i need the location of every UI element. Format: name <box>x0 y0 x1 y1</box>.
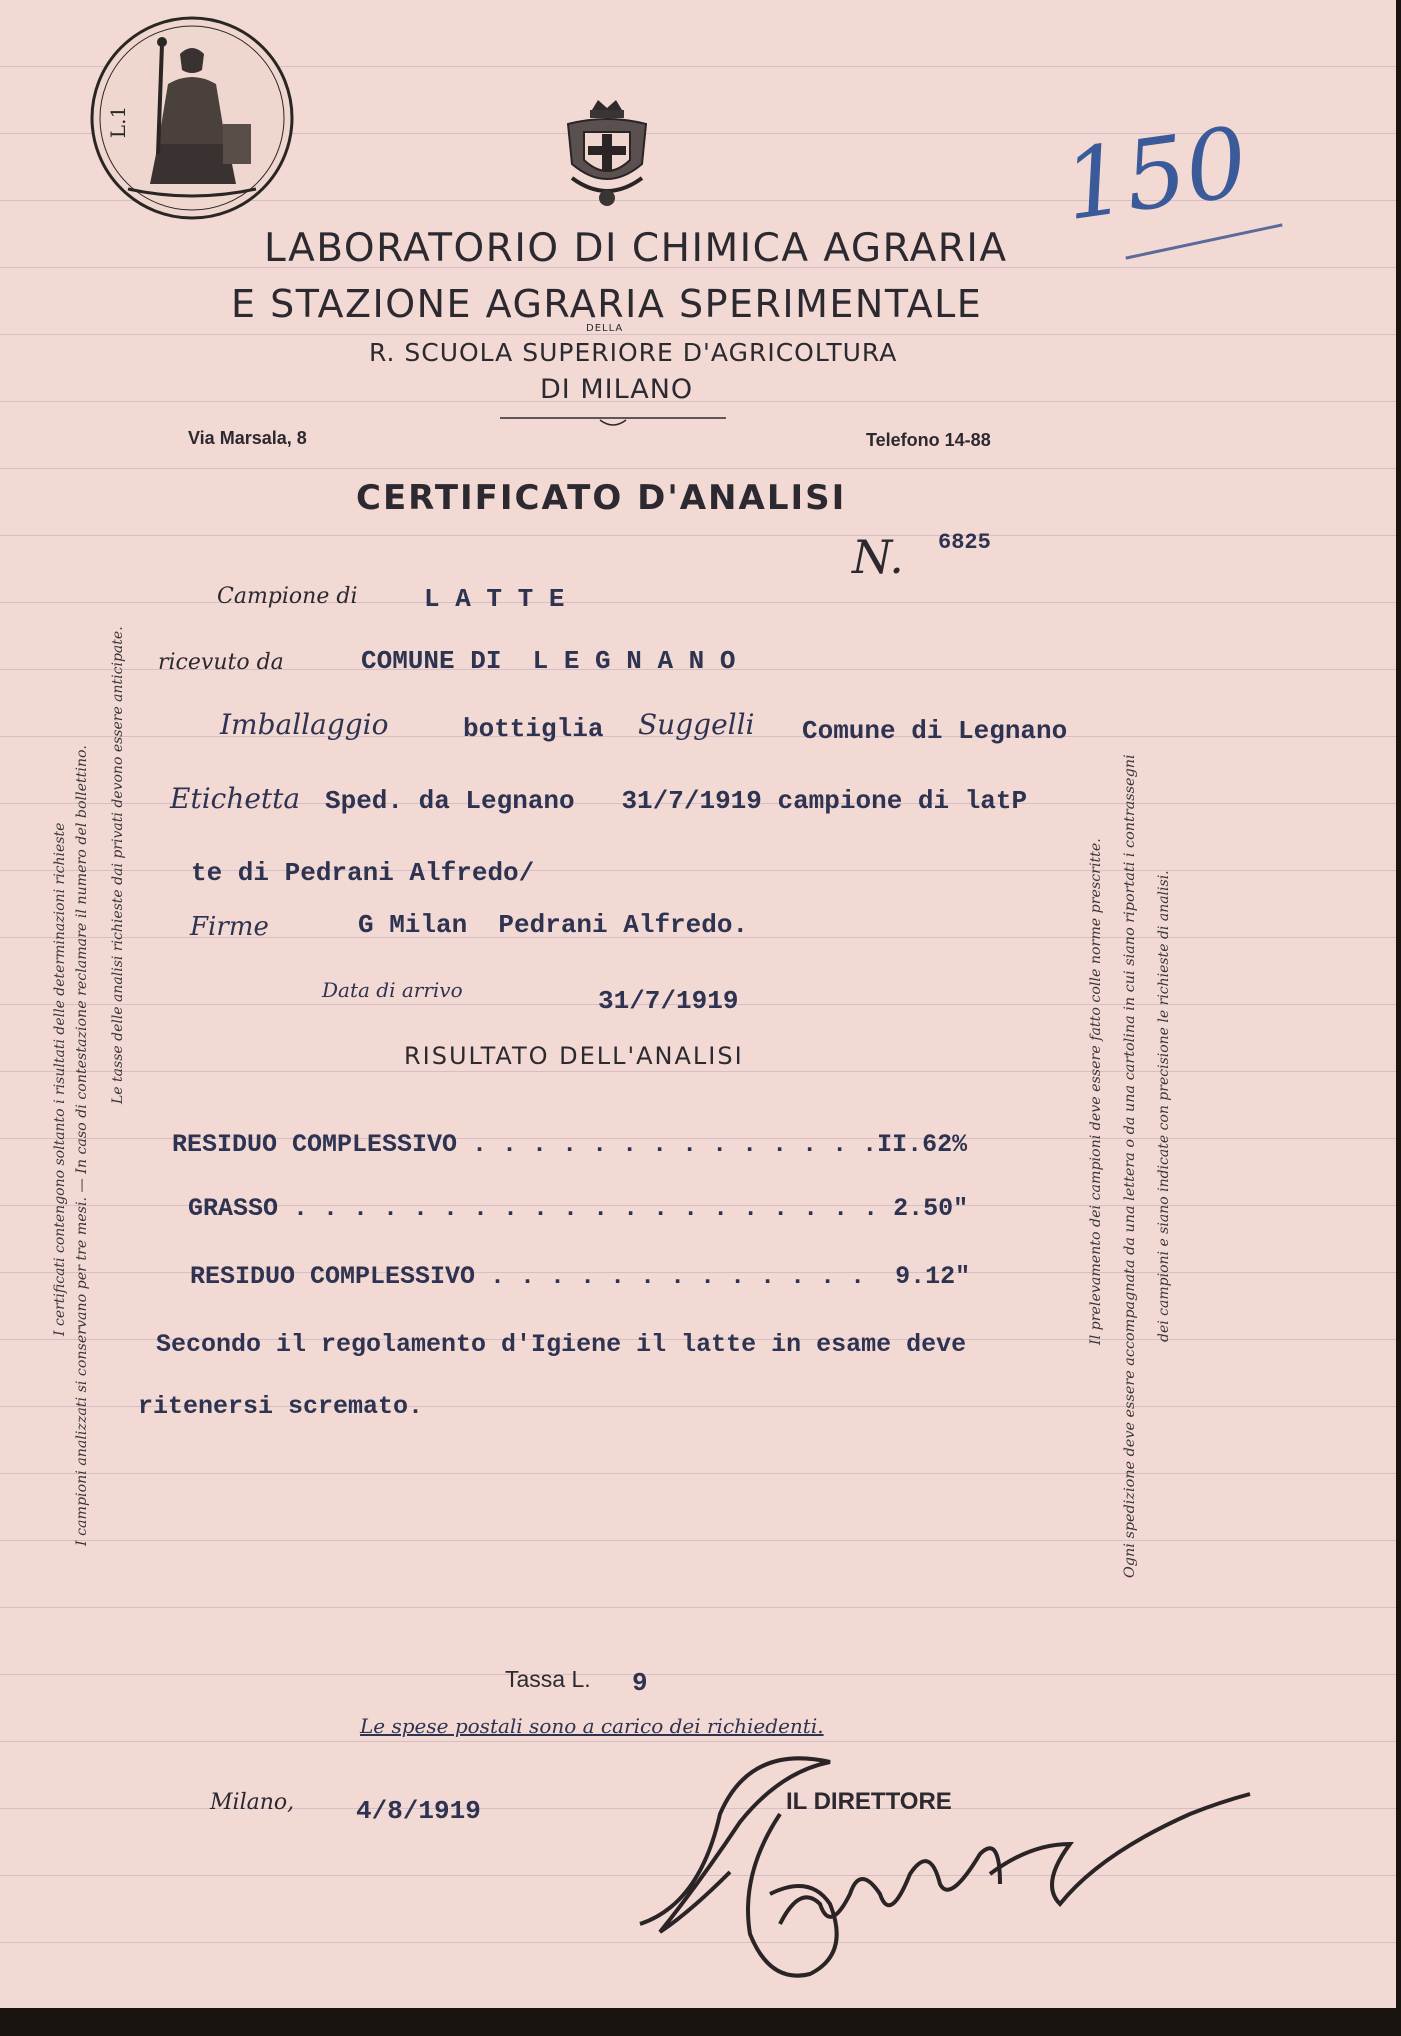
ricevuto-label: ricevuto da <box>158 650 284 675</box>
seal-emblem <box>88 14 296 222</box>
arrivo-value: 31/7/1919 <box>598 986 739 1016</box>
postal-note: Le spese postali sono a carico dei richiedenti. <box>360 1714 824 1738</box>
margin-note-right-2: Ogni spedizione deve essere accompagnata da una lettera o da una cartolina in cui siano riportati i contrassegni <box>1122 754 1138 1578</box>
header-ornament <box>500 412 726 428</box>
result-row: RESIDUO COMPLESSIVO . . . . . . . . . . . . . 9.12" <box>190 1262 971 1291</box>
suggelli-value: Comune di Legnano <box>802 716 1068 746</box>
conclusion-line-1: Secondo il regolamento d'Igiene il latte in esame deve <box>156 1330 967 1359</box>
certificate-number: 6825 <box>938 530 991 555</box>
margin-note-right-1: Il prelevamento dei campioni deve essere fatto colle norme prescritte. <box>1088 838 1104 1345</box>
result-row: RESIDUO COMPLESSIVO . . . . . . . . . . . . . .II.62% <box>172 1130 968 1159</box>
certificate-number-label: N. <box>852 530 904 584</box>
seal-marking: L.1 <box>106 105 131 139</box>
result-row: GRASSO . . . . . . . . . . . . . . . . . . . . 2.50" <box>188 1194 969 1223</box>
tassa-value: 9 <box>632 1668 648 1698</box>
header-line-4: DI MILANO <box>540 374 694 405</box>
coat-of-arms-icon <box>562 98 652 214</box>
header-line-2: E STAZIONE AGRARIA SPERIMENTALE <box>231 282 983 326</box>
header-della: DELLA <box>586 323 624 334</box>
header-line-1: LABORATORIO DI CHIMICA AGRARIA <box>264 226 1008 271</box>
certificate-title: CERTIFICATO D'ANALISI <box>356 478 847 518</box>
firme-label: Firme <box>190 912 269 942</box>
phone: Telefono 14-88 <box>866 430 991 450</box>
margin-note-left-2: I campioni analizzati si conservano per tre mesi. — In caso di contestazione reclamare il numero del bollettino. <box>74 745 90 1546</box>
place-label: Milano, <box>210 1790 295 1815</box>
ricevuto-value: COMUNE DI L E G N A N O <box>361 646 736 676</box>
campione-label: Campione di <box>217 584 358 609</box>
imballaggio-label: Imballaggio <box>220 708 389 741</box>
handwritten-reference: 150 <box>1057 105 1255 243</box>
margin-note-right-3: dei campioni e siano indicate con precisione le richieste di analisi. <box>1156 870 1172 1342</box>
header-line-3: R. SCUOLA SUPERIORE D'AGRICOLTURA <box>369 338 898 367</box>
issue-date: 4/8/1919 <box>356 1796 481 1826</box>
firme-value: G Milan Pedrani Alfredo. <box>358 910 749 940</box>
margin-note-left-1: I certificati contengono soltanto i risultati delle determinazioni richieste <box>52 822 68 1336</box>
results-title: RISULTATO DELL'ANALISI <box>404 1042 744 1070</box>
imballaggio-value: bottiglia <box>463 714 604 744</box>
director-signature <box>630 1724 1270 2004</box>
margin-note-left-3: Le tasse delle analisi richieste dai privati devono essere anticipate. <box>110 626 126 1104</box>
address: Via Marsala, 8 <box>188 428 307 448</box>
arrivo-label: Data di arrivo <box>322 978 463 1002</box>
tassa-label: Tassa L. <box>505 1666 591 1692</box>
director-label: IL DIRETTORE <box>786 1788 952 1815</box>
etichetta-value-1: Sped. da Legnano 31/7/1919 campione di latP <box>325 786 1028 816</box>
campione-value: L A T T E <box>424 584 565 614</box>
etichetta-label: Etichetta <box>170 782 301 815</box>
suggelli-label: Suggelli <box>638 708 755 741</box>
conclusion-line-2: ritenersi scremato. <box>138 1392 424 1421</box>
etichetta-value-2: te di Pedrani Alfredo/ <box>191 858 535 888</box>
